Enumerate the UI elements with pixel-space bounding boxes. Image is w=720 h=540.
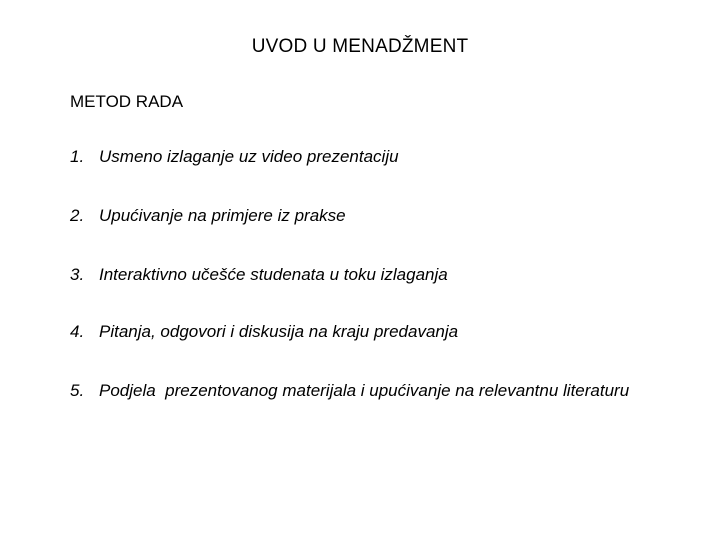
- section-heading: METOD RADA: [70, 92, 184, 111]
- list-item-text: Upućivanje na primjere iz prakse: [99, 206, 346, 225]
- list-item: [70, 206, 346, 226]
- list-item-number: 5.: [70, 381, 85, 400]
- list-item-text: Pitanja, odgovori i diskusija na kraju predavanja: [99, 322, 459, 341]
- list-item-number: 1.: [70, 147, 85, 166]
- list-item: [70, 322, 458, 342]
- list-item-text: Podjela prezentovanog materijala i upućivanje na relevantnu literaturu: [99, 381, 630, 400]
- list-item-number: 3.: [70, 265, 85, 284]
- list-item-text: Usmeno izlaganje uz video prezentaciju: [99, 147, 399, 166]
- list-item-text: Interaktivno učešće studenata u toku izlaganja: [99, 265, 448, 284]
- list-item: [70, 147, 399, 167]
- list-item-number: 2.: [70, 206, 85, 225]
- list-item-number: 4.: [70, 322, 85, 341]
- list-item: [70, 380, 650, 402]
- slide-title: UVOD U MENADŽMENT: [251, 36, 469, 57]
- list-item: [70, 265, 448, 285]
